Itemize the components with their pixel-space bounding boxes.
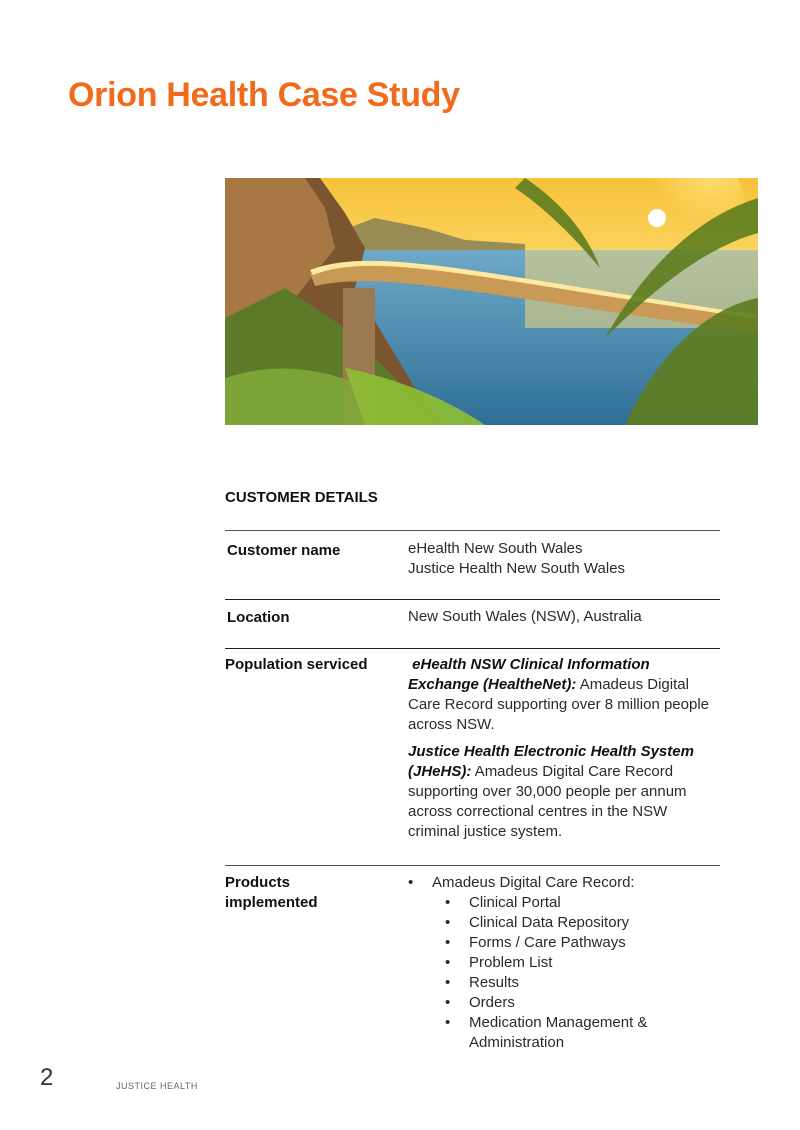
- module-item: • Problem List: [432, 953, 720, 973]
- customer-name-line: Justice Health New South Wales: [408, 560, 626, 577]
- hero-image: [225, 178, 758, 425]
- population-row: [225, 648, 720, 865]
- products-label: Products implemented: [225, 874, 318, 911]
- module-item: • Clinical Data Repository: [432, 913, 720, 933]
- page-title: Orion Health Case Study: [68, 76, 460, 114]
- customer-details-table: [225, 530, 720, 1053]
- customer-name-label: Customer name: [227, 542, 341, 559]
- product-item: [408, 873, 720, 1053]
- customer-name-row: [225, 530, 720, 599]
- module-item: • Medication Management & Administration: [432, 1013, 669, 1053]
- module-item: • Forms / Care Pathways: [432, 933, 720, 953]
- product-name: Amadeus Digital Care Record:: [432, 874, 635, 891]
- entry-name: eHealth NSW Clinical Information Exchange (HealtheNet):: [408, 656, 650, 693]
- section-heading: CUSTOMER DETAILS: [225, 489, 378, 506]
- entry-text: Amadeus Digital Care Record supporting over 30,000 people per annum across correctional centres in the NSW criminal justice system.: [408, 763, 687, 840]
- module-item: • Results: [432, 973, 720, 993]
- location-row: [225, 599, 720, 648]
- customer-name-line: eHealth New South Wales: [408, 540, 583, 557]
- population-label: Population serviced: [225, 656, 368, 673]
- module-item: • Orders: [432, 993, 720, 1013]
- coastal-bridge-photo: [225, 178, 758, 425]
- customer-name-value: [408, 539, 720, 599]
- module-item: • Clinical Portal: [432, 893, 720, 913]
- page-number: 2: [40, 1064, 54, 1091]
- entry-text: Amadeus Digital Care Record supporting over 8 million people across NSW.: [408, 676, 709, 733]
- footer-section-label: JUSTICE HEALTH: [116, 1081, 198, 1091]
- population-value: [408, 655, 720, 865]
- module-list: [432, 893, 720, 1053]
- population-entry-healthenet: [408, 655, 720, 735]
- products-row: [225, 865, 720, 1053]
- location-value: New South Wales (NSW), Australia: [408, 608, 642, 625]
- products-list: [408, 873, 720, 1053]
- products-value: [408, 873, 720, 1053]
- location-label: Location: [227, 609, 290, 626]
- population-entry-jhehs: [408, 742, 720, 842]
- entry-name: Justice Health Electronic Health System (JHeHS):: [408, 743, 694, 780]
